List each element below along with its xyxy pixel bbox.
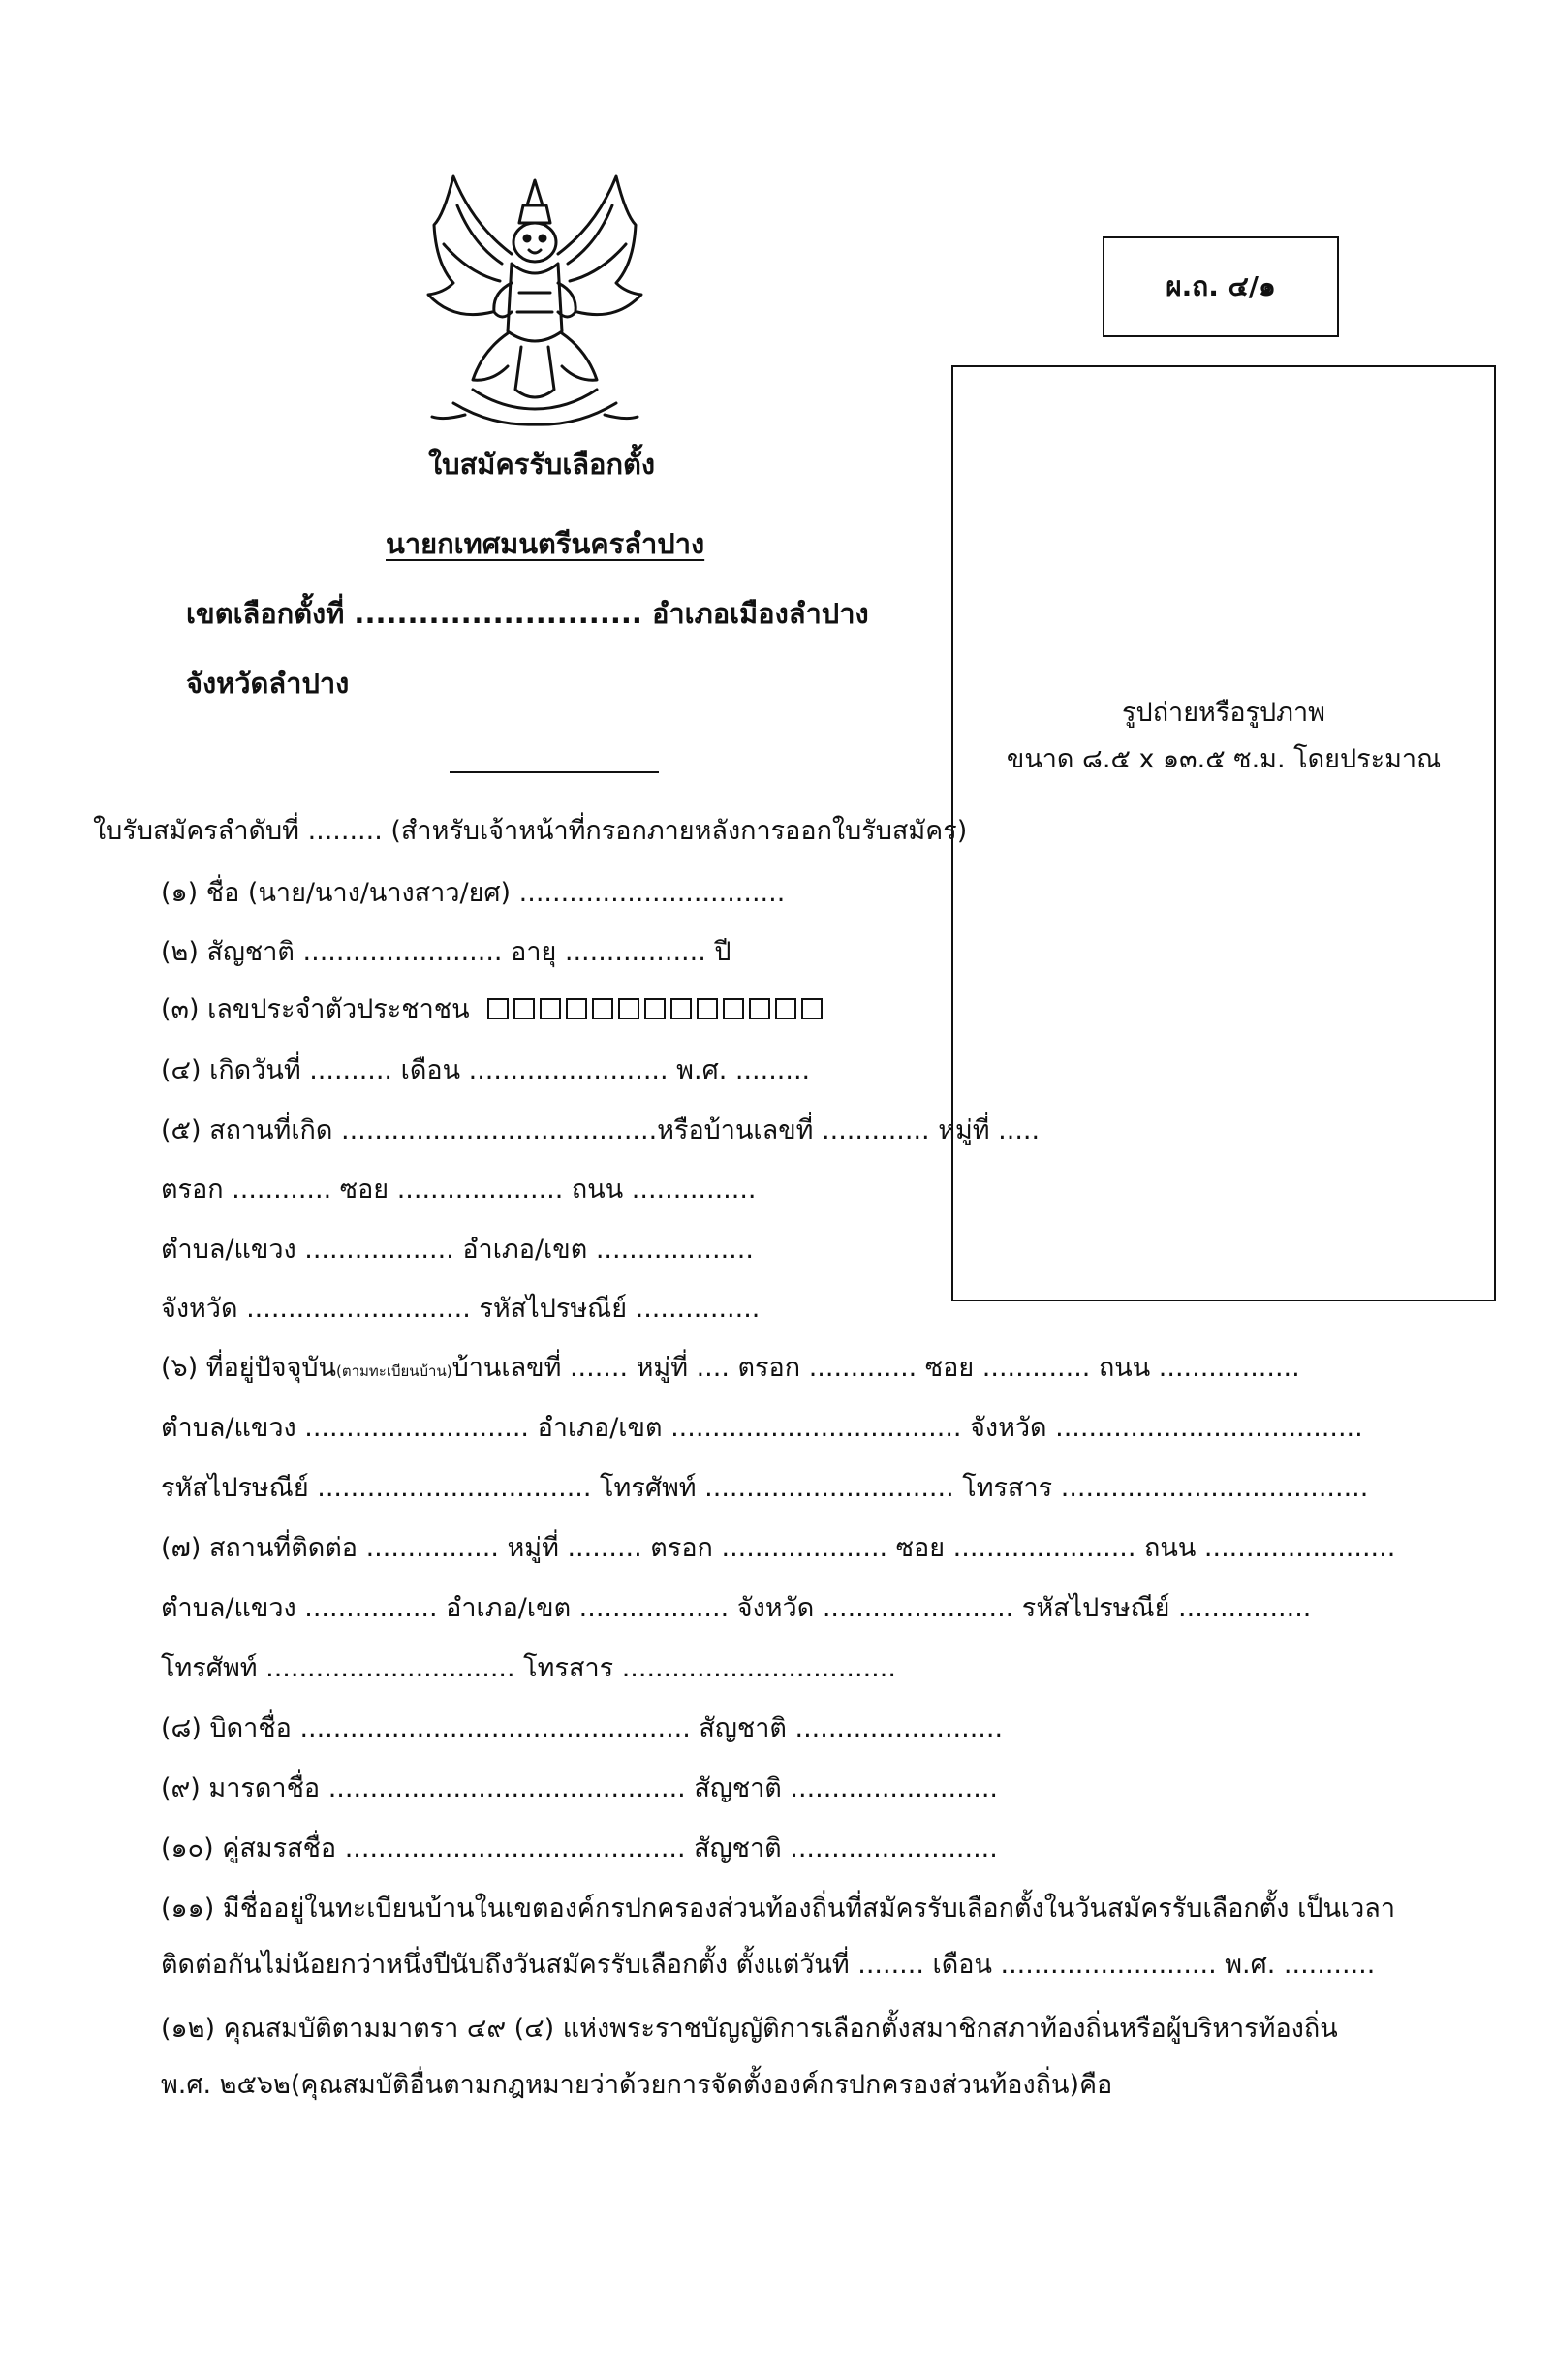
form-title: ใบสมัครรับเลือกตั้ง	[428, 448, 655, 481]
id-digit-box	[697, 998, 718, 1019]
field-id-label: (๓) เลขประจำตัวประชาชน	[161, 994, 470, 1024]
id-digit-box	[618, 998, 639, 1019]
field-current-address-detail: บ้านเลขที่ ....... หมู่ที่ .... ตรอก ............. ซอย ............. ถนน .................	[451, 1353, 1300, 1383]
field-current-address-line3: รหัสไปรษณีย์ ................................. โทรศัพท์ .............................. โทรสาร .....................................	[161, 1473, 1369, 1503]
field-birthplace: (๕) สถานที่เกิด ......................................หรือบ้านเลขที่ ............. หมู่ที่ .....	[161, 1115, 1041, 1145]
field-birthplace-line4: จังหวัด ........................... รหัสไปรษณีย์ ...............	[161, 1294, 761, 1324]
field-contact-address-line3: โทรศัพท์ .............................. โทรสาร .................................	[161, 1653, 896, 1683]
field-spouse: (๑๐) คู่สมรสชื่อ ......................................... สัญชาติ .........................	[161, 1833, 998, 1863]
photo-label-line1: รูปถ่ายหรือรูปภาพ	[1122, 698, 1325, 728]
province-line: จังหวัดลำปาง	[186, 667, 350, 700]
divider	[450, 771, 659, 773]
field-mother: (๙) มารดาชื่อ ........................................... สัญชาติ .........................	[161, 1773, 998, 1803]
id-digit-box	[513, 998, 535, 1019]
id-digit-box	[749, 998, 770, 1019]
field-qualification-line2: พ.ศ. ๒๕๖๒(คุณสมบัติอื่นตามกฎหมายว่าด้วยการจัดตั้งองค์กรปกครองส่วนท้องถิ่น)คือ	[161, 2070, 1113, 2100]
photo-label	[951, 690, 1496, 783]
id-digit-box	[775, 998, 796, 1019]
photo-box	[951, 365, 1496, 1301]
id-digit-box	[723, 998, 744, 1019]
photo-label-line2: ขนาด ๘.๕ x ๑๓.๕ ซ.ม. โดยประมาณ	[1006, 744, 1442, 774]
form-code-box	[1103, 236, 1339, 337]
field-qualification: (๑๒) คุณสมบัติตามมาตรา ๔๙ (๔) แห่งพระราชบัญญัติการเลือกตั้งสมาชิกสภาท้องถิ่นหรือผู้บริหารท้องถิ่น	[161, 2014, 1338, 2044]
form-code: ผ.ถ. ๔/๑	[1166, 270, 1276, 302]
field-contact-address-line2: ตำบล/แขวง ................ อำเภอ/เขต .................. จังหวัด ....................... รหัสไปรษณีย์ ................	[161, 1593, 1312, 1623]
id-digit-box	[644, 998, 666, 1019]
id-digit-box	[670, 998, 692, 1019]
receipt-number-line: ใบรับสมัครลำดับที่ ......... (สำหรับเจ้าหน้าที่กรอกภายหลังการออกใบรับสมัคร)	[93, 816, 968, 846]
field-birthplace-line3: ตำบล/แขวง .................. อำเภอ/เขต ...................	[161, 1235, 754, 1265]
field-id-number	[161, 990, 827, 1029]
field-birthdate: (๔) เกิดวันที่ .......... เดือน ........................ พ.ศ. .........	[161, 1055, 811, 1085]
field-residence-duration-line2: ติดต่อกันไม่น้อยกว่าหนึ่งปีนับถึงวันสมัครรับเลือกตั้ง ตั้งแต่วันที่ ........ เดือน .......................... พ.ศ. ...........	[161, 1950, 1376, 1980]
id-digit-box	[487, 998, 509, 1019]
id-number-boxes	[487, 994, 827, 1024]
field-father: (๘) บิดาชื่อ ............................................... สัญชาติ .........................	[161, 1713, 1004, 1743]
field-birthplace-line2: ตรอก ............ ซอย .................... ถนน ...............	[161, 1174, 757, 1205]
field-contact-address: (๗) สถานที่ติดต่อ ................ หมู่ที่ ......... ตรอก .................... ซอย ...................... ถนน .......................	[161, 1533, 1396, 1563]
id-digit-box	[540, 998, 561, 1019]
field-nationality-age: (๒) สัญชาติ ........................ อายุ ................. ปี	[161, 937, 731, 967]
id-digit-box	[801, 998, 823, 1019]
field-current-address-label: (๖) ที่อยู่ปัจจุบัน	[161, 1353, 336, 1383]
garuda-emblem-icon	[415, 167, 655, 430]
district-line: เขตเลือกตั้งที่ ........................... อำเภอเมืองลำปาง	[186, 597, 869, 630]
id-digit-box	[592, 998, 613, 1019]
position-title: นายกเทศมนตรีนครลำปาง	[386, 527, 705, 560]
field-residence-duration: (๑๑) มีชื่ออยู่ในทะเบียนบ้านในเขตองค์กรปกครองส่วนท้องถิ่นที่สมัครรับเลือกตั้งในวันสมัครรับเลือกตั้ง เป็นเวลา	[161, 1894, 1395, 1924]
field-current-address-line2: ตำบล/แขวง ........................... อำเภอ/เขต ................................... จังหวัด .....................................	[161, 1413, 1363, 1443]
field-current-address	[161, 1349, 1300, 1391]
field-name: (๑) ชื่อ (นาย/นาง/นางสาว/ยศ) ................................	[161, 878, 786, 908]
field-current-address-note: (ตามทะเบียนบ้าน)	[336, 1362, 452, 1380]
id-digit-box	[566, 998, 587, 1019]
